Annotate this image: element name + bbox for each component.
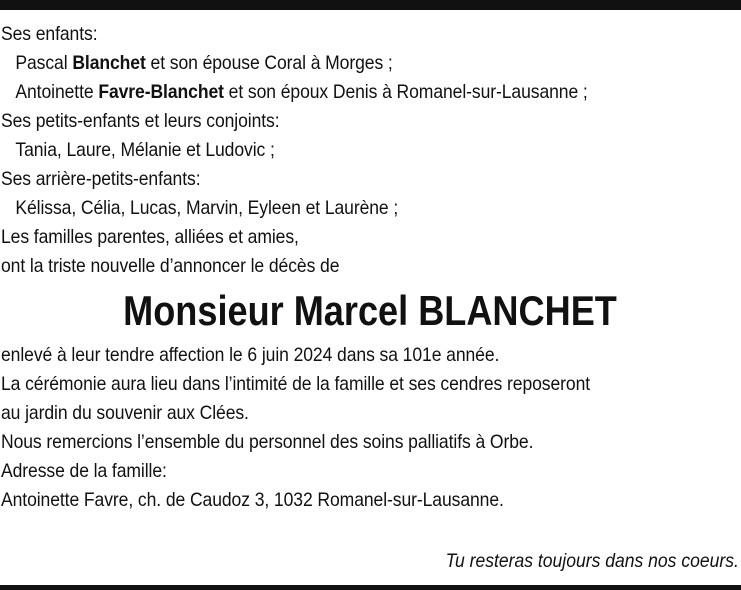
- address-heading: Adresse de la famille:: [1, 460, 167, 482]
- great-grandchildren-heading: Ses arrière-petits-enfants:: [1, 168, 201, 190]
- child1-details: et son épouse Coral à Morges ;: [150, 52, 393, 74]
- grandchildren-heading: Ses petits-enfants et leurs conjoints:: [1, 110, 280, 132]
- great-grandchildren-names: Kélissa, Célia, Lucas, Marvin, Eyleen et Laurène ;: [15, 197, 399, 219]
- grandchildren-names: Tania, Laure, Mélanie et Ludovic ;: [15, 139, 275, 161]
- child2-last-name: Favre-Blanchet: [98, 81, 224, 103]
- child2-first-name: Antoinette: [15, 81, 94, 103]
- relatives-line: Les familles parentes, alliées et amies,: [1, 226, 299, 248]
- details-line-2: La cérémonie aura lieu dans l’intimité de la famille et ses cendres reposeront: [1, 373, 591, 395]
- child1-first-name: Pascal: [15, 52, 68, 74]
- child2-details: et son époux Denis à Romanel-sur-Lausanne ;: [228, 81, 588, 103]
- children-heading: Ses enfants:: [1, 23, 98, 45]
- obituary-body: [1, 20, 739, 515]
- top-rule: [0, 0, 741, 10]
- child-line-2: [1, 78, 665, 107]
- thanks-line: Nous remercions l’ensemble du personnel des soins palliatifs à Orbe.: [1, 431, 534, 453]
- deceased-name: Monsieur Marcel BLANCHET: [123, 287, 617, 334]
- family-address: Antoinette Favre, ch. de Caudoz 3, 1032 Romanel-sur-Lausanne.: [1, 489, 504, 511]
- announcement-line: ont la triste nouvelle d’annoncer le décès de: [1, 255, 340, 277]
- details-line-1: enlevé à leur tendre affection le 6 juin 2024 dans sa 101e année.: [1, 344, 500, 366]
- child1-last-name: Blanchet: [72, 52, 146, 74]
- closing-phrase: Tu resteras toujours dans nos coeurs.: [445, 550, 739, 572]
- bottom-rule: [0, 585, 741, 590]
- details-line-3: au jardin du souvenir aux Clées.: [1, 402, 249, 424]
- child-line-1: [1, 49, 665, 78]
